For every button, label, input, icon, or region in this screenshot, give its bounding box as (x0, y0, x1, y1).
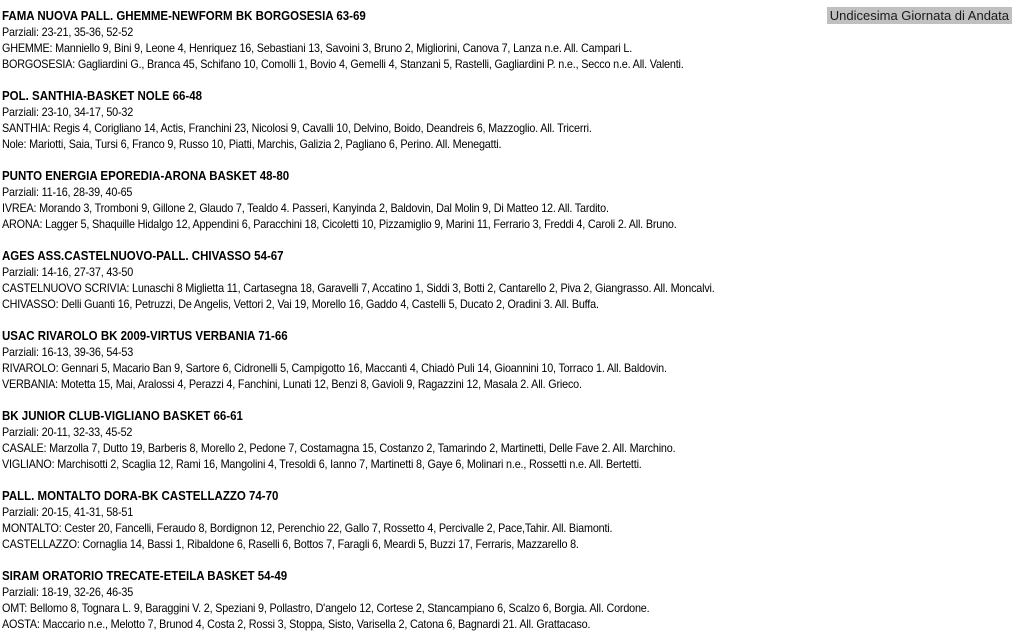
match-partials: Parziali: 14-16, 27-37, 43-50 (2, 265, 134, 279)
match-result-block (2, 568, 1014, 632)
home-team-roster: CASTELNUOVO SCRIVIA: Lunaschi 8 Miglietta 11, Cartasegna 18, Garavelli 7, Accatino 1, Siddi 3, Botti 2, Cantarello 2, Piva 2, Giangrasso. All. Moncalvi. (2, 281, 715, 295)
match-partials: Parziali: 23-21, 35-36, 52-52 (2, 25, 134, 39)
away-team-roster: CHIVASSO: Delli Guanti 16, Petruzzi, De Angelis, Vettori 2, Vai 19, Morello 16, Gaddo 4, Castelli 5, Ducato 2, Oradini 3. All. Buffa. (2, 297, 599, 311)
match-title: BK JUNIOR CLUB-VIGLIANO BASKET 66-61 (2, 409, 243, 423)
match-partials: Parziali: 23-10, 34-17, 50-32 (2, 105, 134, 119)
round-badge: Undicesima Giornata di Andata (827, 7, 1012, 24)
home-team-roster: OMT: Bellomo 8, Tognara L. 9, Baraggini V. 2, Speziani 9, Pollastro, D'angelo 12, Cortese 2, Stancampiano 6, Scalzo 6, Borgia. All. Cordone. (2, 601, 650, 615)
results-list (2, 8, 1014, 632)
match-result-block (2, 248, 1014, 312)
away-team-roster: VERBANIA: Motetta 15, Mai, Aralossi 4, Perazzi 4, Fanchini, Lunati 12, Benzi 8, Gavioli 9, Ragazzini 12, Masala 2. All. Grieco. (2, 377, 582, 391)
home-team-roster: RIVAROLO: Gennari 5, Macario Ban 9, Sartore 6, Cidronelli 5, Campigotto 16, Maccanti 4, Chiadò Puli 14, Gioannini 10, Torraco 1. All. Baldovin. (2, 361, 667, 375)
match-title: FAMA NUOVA PALL. GHEMME-NEWFORM BK BORGOSESIA 63-69 (2, 9, 366, 23)
match-result-block (2, 488, 1014, 552)
match-title: USAC RIVAROLO BK 2009-VIRTUS VERBANIA 71-66 (2, 329, 288, 343)
match-result-block (2, 408, 1014, 472)
match-partials: Parziali: 20-15, 41-31, 58-51 (2, 505, 134, 519)
match-title: SIRAM ORATORIO TRECATE-ETEILA BASKET 54-49 (2, 569, 288, 583)
match-title: PUNTO ENERGIA EPOREDIA-ARONA BASKET 48-80 (2, 169, 290, 183)
match-title: PALL. MONTALTO DORA-BK CASTELLAZZO 74-70 (2, 489, 279, 503)
match-result-block (2, 88, 1014, 152)
home-team-roster: CASALE: Marzolla 7, Dutto 19, Barberis 8, Morello 2, Pedone 7, Costamagna 15, Costanzo 2, Tamarindo 2, Martinetti, Delle Fave 2. All. Marchino. (2, 441, 676, 455)
match-partials: Parziali: 16-13, 39-36, 54-53 (2, 345, 134, 359)
match-result-block (2, 328, 1014, 392)
match-title: AGES ASS.CASTELNUOVO-PALL. CHIVASSO 54-67 (2, 249, 284, 263)
match-partials: Parziali: 18-19, 32-26, 46-35 (2, 585, 134, 599)
away-team-roster: Nole: Mariotti, Saia, Tursi 6, Franco 9, Russo 10, Piatti, Marchis, Galizia 2, Pagliano 6, Perino. All. Menegatti. (2, 137, 502, 151)
match-title: POL. SANTHIA-BASKET NOLE 66-48 (2, 89, 202, 103)
home-team-roster: SANTHIA: Regis 4, Corigliano 14, Actis, Franchini 23, Nicolosi 9, Cavalli 10, Delvino, Boido, Deandreis 6, Mazzoglio. All. Tricerri. (2, 121, 592, 135)
away-team-roster: ARONA: Lagger 5, Shaquille Hidalgo 12, Appendini 6, Paracchini 18, Cicoletti 10, Pizzamiglio 9, Marini 11, Ferrario 3, Freddi 4, Caroli 2. All. Bruno. (2, 217, 677, 231)
away-team-roster: AOSTA: Maccario n.e., Melotto 7, Brunod 4, Costa 2, Rossi 3, Stoppa, Sisto, Varisella 2, Catona 6, Bagnardi 21. All. Grattacaso. (2, 617, 591, 631)
home-team-roster: GHEMME: Manniello 9, Bini 9, Leone 4, Henriquez 16, Sebastiani 13, Savoini 3, Bruno 2, Migliorini, Canova 7, Lanza n.e. All. Campari L. (2, 41, 633, 55)
match-partials: Parziali: 11-16, 28-39, 40-65 (2, 185, 133, 199)
away-team-roster: BORGOSESIA: Gagliardini G., Branca 45, Schifano 10, Comolli 1, Bovio 4, Gemelli 4, Stanzani 5, Rastelli, Gagliardini P. n.e., Secco n.e. All. Valenti. (2, 57, 684, 71)
home-team-roster: IVREA: Morando 3, Tromboni 9, Gillone 2, Glaudo 7, Tealdo 4. Passeri, Kanyinda 2, Baldovin, Dal Molin 9, Di Matteo 12. All. Tardito. (2, 201, 609, 215)
home-team-roster: MONTALTO: Cester 20, Fancelli, Feraudo 8, Bordignon 12, Perenchio 22, Gallo 7, Rossetto 4, Percivalle 2, Pace,Tahir. All. Biamonti. (2, 521, 613, 535)
match-partials: Parziali: 20-11, 32-33, 45-52 (2, 425, 133, 439)
match-result-block (2, 168, 1014, 232)
away-team-roster: CASTELLAZZO: Cornaglia 14, Bassi 1, Ribaldone 6, Raselli 6, Bottos 7, Faragli 6, Meardi 5, Buzzi 17, Ferraris, Mazzarello 8. (2, 537, 579, 551)
away-team-roster: VIGLIANO: Marchisotti 2, Scaglia 12, Rami 16, Mangolini 4, Tresoldi 6, Ianno 7, Martinetti 8, Gaye 6, Molinari n.e., Rossetti n.e. All. Bertetti. (2, 457, 642, 471)
